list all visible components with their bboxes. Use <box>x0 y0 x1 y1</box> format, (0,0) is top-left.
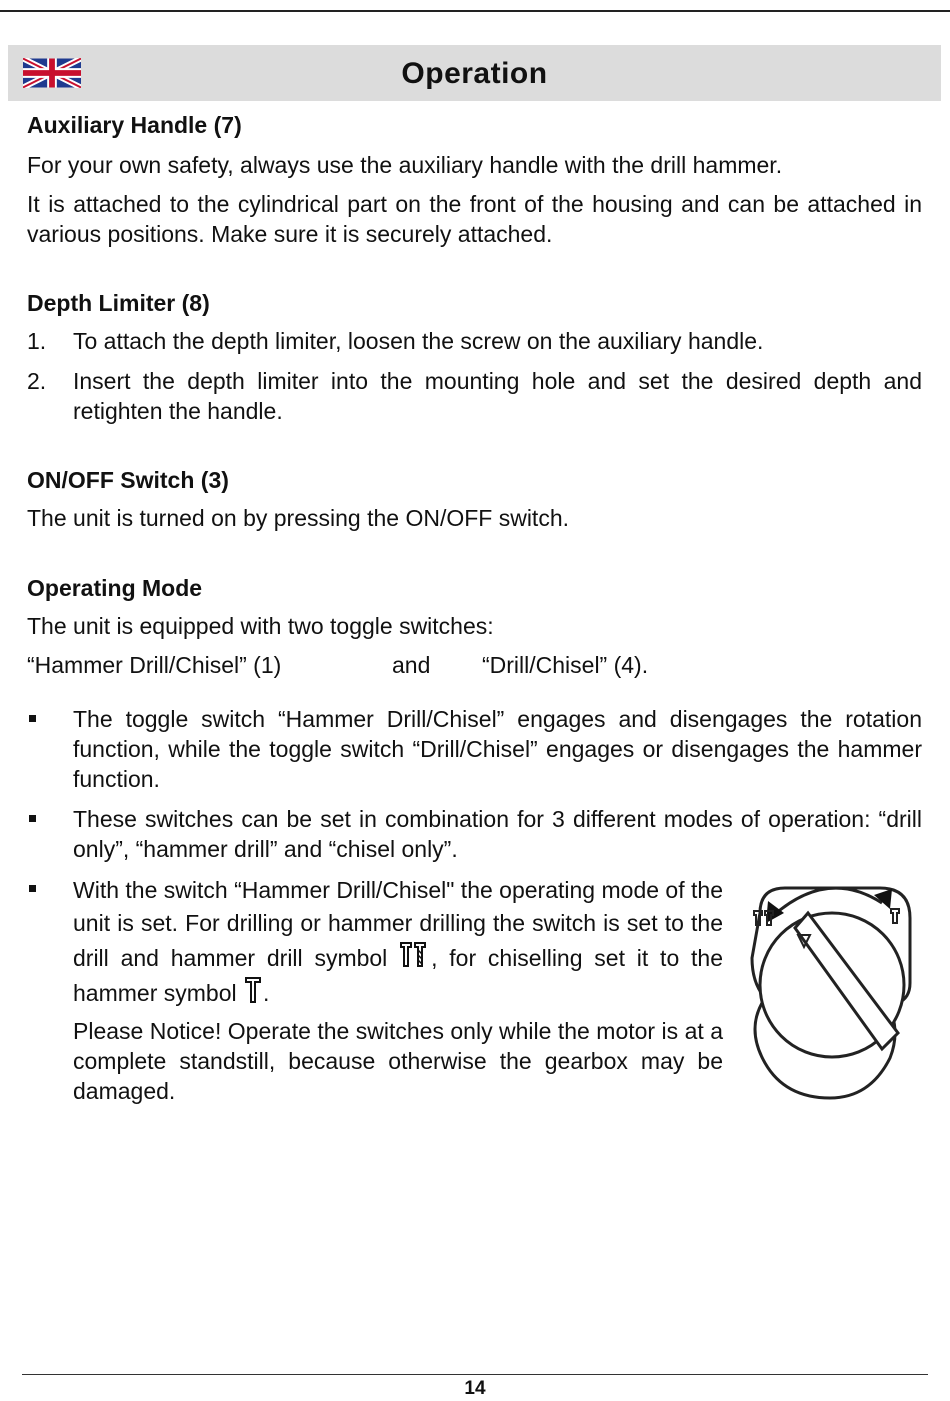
step-text: To attach the depth limiter, loosen the screw on the auxiliary handle. <box>73 328 764 354</box>
header-bar <box>8 45 941 101</box>
list-item <box>27 366 922 426</box>
toggle-switches-line <box>27 650 922 680</box>
switch-hammer-drill-chisel: “Hammer Drill/Chisel” (1) <box>27 652 282 678</box>
page-title: Operation <box>401 57 548 90</box>
bullet-text: With the switch “Hammer Drill/Chisel" the operating mode of the unit is set. For drilling or hammer drilling the switch is set to the drill and hammer drill symbol <box>73 877 723 971</box>
depth-limiter-steps <box>27 326 922 426</box>
list-item <box>27 804 922 864</box>
bottom-rule <box>22 1374 928 1375</box>
bullet-square-icon <box>29 885 36 892</box>
and-label: and <box>392 652 431 678</box>
hammer-symbol-icon <box>243 975 263 1005</box>
top-rule <box>0 10 950 12</box>
list-item <box>27 874 723 1106</box>
bullet-text: These switches can be set in combination for 3 different modes of operation: “drill only”, “hammer drill” and “chisel only”. <box>73 806 922 862</box>
page-number: 14 <box>464 1378 486 1399</box>
drill-hammer-drill-symbol-icon <box>399 940 431 970</box>
aux-handle-p2: It is attached to the cylindrical part on the front of the housing and can be attached in various positions. Make sure it is securely attached. <box>27 191 922 247</box>
aux-handle-heading: Auxiliary Handle (7) <box>27 112 242 138</box>
onoff-p1: The unit is turned on by pressing the ON/OFF switch. <box>27 505 570 531</box>
step-number: 1. <box>27 328 47 354</box>
bullet-text-cont: , for chiselling set it to the hammer symbol <box>73 945 724 1006</box>
operating-mode-p1: The unit is equipped with two toggle switches: <box>27 613 494 639</box>
mode-switch-illustration <box>740 873 920 1103</box>
step-text: Insert the depth limiter into the mounting hole and set the desired depth and retighten the handle. <box>73 368 922 424</box>
switch-drill-chisel: “Drill/Chisel” (4). <box>482 652 649 678</box>
onoff-heading: ON/OFF Switch (3) <box>27 467 229 493</box>
depth-limiter-heading: Depth Limiter (8) <box>27 290 210 316</box>
operating-mode-heading: Operating Mode <box>27 575 203 601</box>
notice-text: Please Notice! Operate the switches only while the motor is at a complete standstill, because otherwise the gearbox may be damaged. <box>73 1018 723 1104</box>
step-number: 2. <box>27 368 47 394</box>
list-item <box>27 326 922 356</box>
bullet-square-icon <box>29 815 36 822</box>
bullet-square-icon <box>29 715 36 722</box>
bullet-text-end: . <box>263 980 270 1006</box>
bullet-text: The toggle switch “Hammer Drill/Chisel” engages and disengages the rotation function, while the toggle switch “Drill/Chisel” engages or disengages the hammer function. <box>73 706 922 792</box>
list-item <box>27 704 922 794</box>
aux-handle-p1: For your own safety, always use the auxiliary handle with the drill hammer. <box>27 152 783 178</box>
